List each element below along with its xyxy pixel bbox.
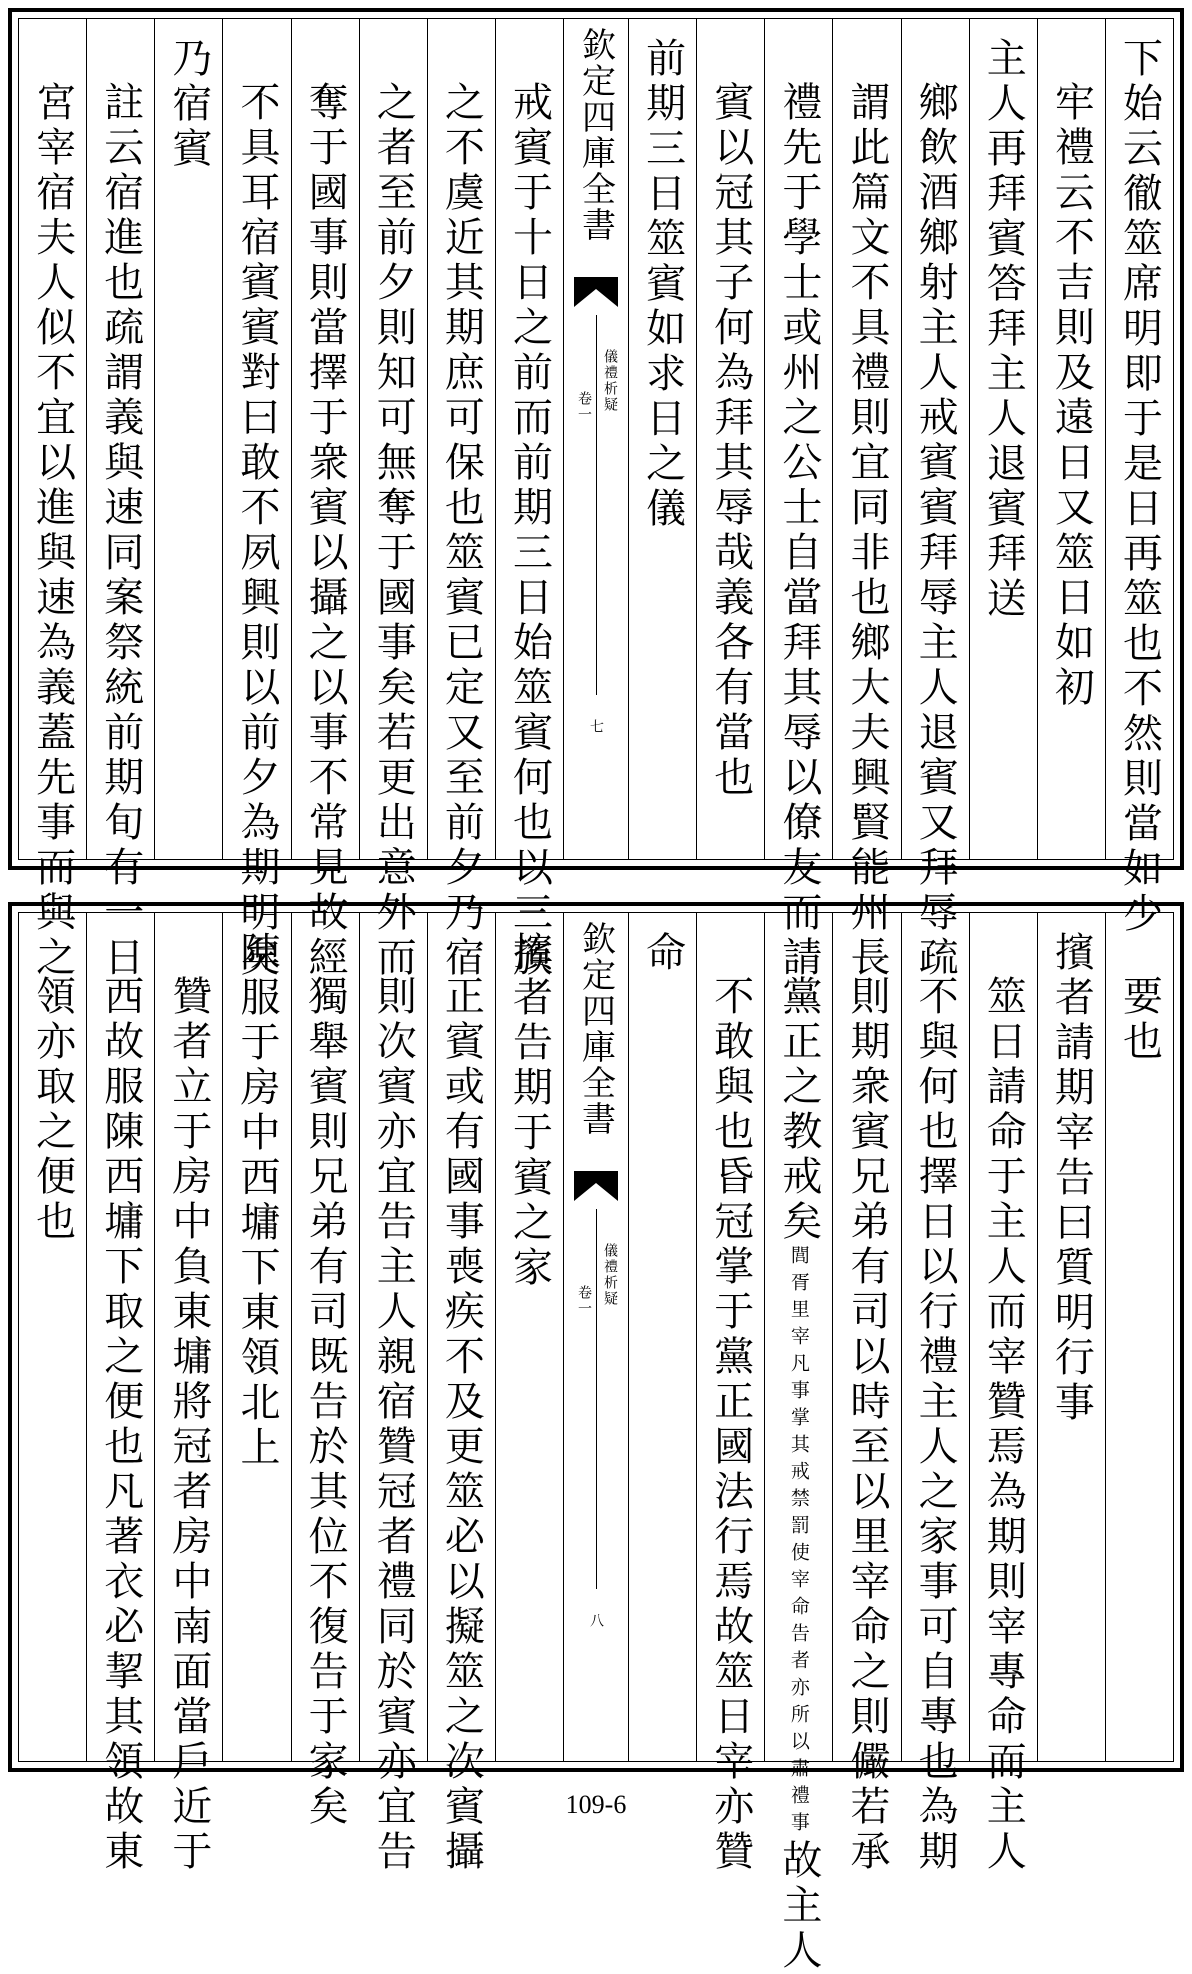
chapter-label: 卷一 xyxy=(576,391,592,423)
volume-title: 儀禮析疑 xyxy=(602,349,618,413)
text-column xyxy=(901,19,969,981)
column-text: 命 xyxy=(639,931,686,976)
text-column xyxy=(427,19,495,981)
column-text-tail: 故主人 xyxy=(775,1839,822,1974)
text-column xyxy=(1037,19,1105,859)
text-column xyxy=(222,913,290,1761)
column-text: 陳服于房中西墉下東領北上 xyxy=(233,931,280,1471)
column-text: 奪于國事則當擇于衆賓以攝之以事不常見故經 xyxy=(302,81,349,981)
column-text: 宮宰宿夫人似不宜以進與速為義蓋先事而與之 xyxy=(29,81,76,981)
text-column xyxy=(222,19,290,981)
column-text: 之不虞近其期庶可保也筮賓已定又至前夕乃宿 xyxy=(438,81,485,981)
center-fold-column xyxy=(563,913,628,1761)
column-text: 鄉飲酒鄉射主人戒賓賓拜辱主人退賓又拜辱疏 xyxy=(912,81,959,981)
text-column xyxy=(628,19,696,859)
fold-line xyxy=(596,315,597,695)
text-column xyxy=(291,19,359,981)
text-column xyxy=(901,913,969,1875)
text-column xyxy=(359,913,427,1875)
volume-title: 儀禮析疑 xyxy=(602,1243,618,1307)
text-column xyxy=(696,19,764,859)
column-text: 擯者告期于賓之家 xyxy=(506,931,553,1291)
text-column xyxy=(1105,19,1173,937)
text-column xyxy=(1105,913,1173,1761)
text-column xyxy=(359,19,427,981)
column-text: 牢禮云不吉則及遠日又筮日如初 xyxy=(1048,81,1095,711)
book-title: 欽定四庫全書 xyxy=(575,921,616,1137)
fold-line xyxy=(596,1209,597,1589)
text-column xyxy=(154,913,222,1875)
text-column xyxy=(764,19,832,981)
column-text: 要也 xyxy=(1116,975,1163,1065)
interlinear-note: 閭胥里宰凡事掌其戒禁罰使宰命告者亦所以肅禮事 xyxy=(787,1245,810,1839)
upper-frame xyxy=(18,18,1174,981)
upper-columns xyxy=(19,19,1173,981)
column-text: 獨舉賓則兄弟有司既告於其位不復告于家矣 xyxy=(302,975,349,1830)
column-text: 之者至前夕則知可無奪于國事矣若更出意外而 xyxy=(370,81,417,981)
column-text: 西故服陳西墉下取之便也凡著衣必挈其領故東 xyxy=(97,975,144,1875)
column-text: 正賓或有國事喪疾不及更筮必以擬筮之次賓攝 xyxy=(438,975,485,1875)
text-column xyxy=(86,913,154,1875)
column-text: 戒賓于十日之前而前期三日始筮賓何也以三族 xyxy=(506,81,553,981)
column-text: 禮先于學士或州之公士自當拜其辱以僚友而請 xyxy=(775,81,822,981)
text-column xyxy=(628,913,696,1761)
book-title: 欽定四庫全書 xyxy=(575,27,616,243)
column-text: 不與何也擇日以行禮主人之家事可自專也為期 xyxy=(912,975,959,1875)
text-column xyxy=(495,913,563,1761)
fish-tail-mark-icon xyxy=(574,277,618,307)
text-column xyxy=(19,19,86,981)
fish-tail-mark-icon xyxy=(574,1171,618,1201)
column-text: 乃宿賓 xyxy=(165,37,212,172)
column-text-with-note xyxy=(775,975,822,1974)
center-fold-column xyxy=(563,19,628,859)
column-text: 下始云徹筮席明即于是日再筮也不然則當如少 xyxy=(1116,37,1163,937)
column-text: 黨正之教戒矣 xyxy=(775,975,822,1245)
column-text: 筮日請命于主人而宰贊焉為期則宰專命而主人 xyxy=(980,975,1027,1875)
page-number: 109-6 xyxy=(565,1790,627,1819)
text-column xyxy=(291,913,359,1830)
column-text: 主人再拜賓答拜主人退賓拜送 xyxy=(980,37,1027,622)
chapter-label: 卷一 xyxy=(576,1285,592,1317)
text-column xyxy=(86,19,154,981)
leaf-number: 七 xyxy=(588,719,604,733)
column-text: 賓以冠其子何為拜其辱哉義各有當也 xyxy=(707,81,754,801)
text-column xyxy=(696,913,764,1875)
column-text: 領亦取之便也 xyxy=(29,975,76,1245)
text-column xyxy=(764,913,832,1974)
column-text: 則次賓亦宜告主人親宿贊冠者禮同於賓亦宜告 xyxy=(370,975,417,1875)
text-column xyxy=(832,19,900,981)
column-text: 不敢與也昏冠掌于黨正國法行焉故筮日宰亦贊 xyxy=(707,975,754,1875)
text-column xyxy=(969,913,1037,1875)
text-column xyxy=(495,19,563,981)
leaf-number: 八 xyxy=(588,1613,604,1627)
text-column xyxy=(427,913,495,1875)
column-text: 則期衆賓兄弟有司以時至以里宰命之則儼若承 xyxy=(843,975,890,1875)
upper-page xyxy=(8,8,1184,981)
column-text: 謂此篇文不具禮則宜同非也鄉大夫興賢能州長 xyxy=(843,81,890,981)
column-text: 不具耳宿賓賓對曰敢不夙興則以前夕為期明矣 xyxy=(233,81,280,981)
column-text: 贊者立于房中負東墉將冠者房中南面當戶近于 xyxy=(165,975,212,1875)
text-column xyxy=(969,19,1037,859)
text-column xyxy=(154,19,222,859)
column-text: 擯者請期宰告曰質明行事 xyxy=(1048,931,1095,1426)
text-column xyxy=(832,913,900,1875)
column-text: 註云宿進也疏謂義與速同案祭統前期旬有一日 xyxy=(97,81,144,981)
text-column xyxy=(19,913,86,1761)
text-column xyxy=(1037,913,1105,1761)
column-text: 前期三日筮賓如求日之儀 xyxy=(639,37,686,532)
